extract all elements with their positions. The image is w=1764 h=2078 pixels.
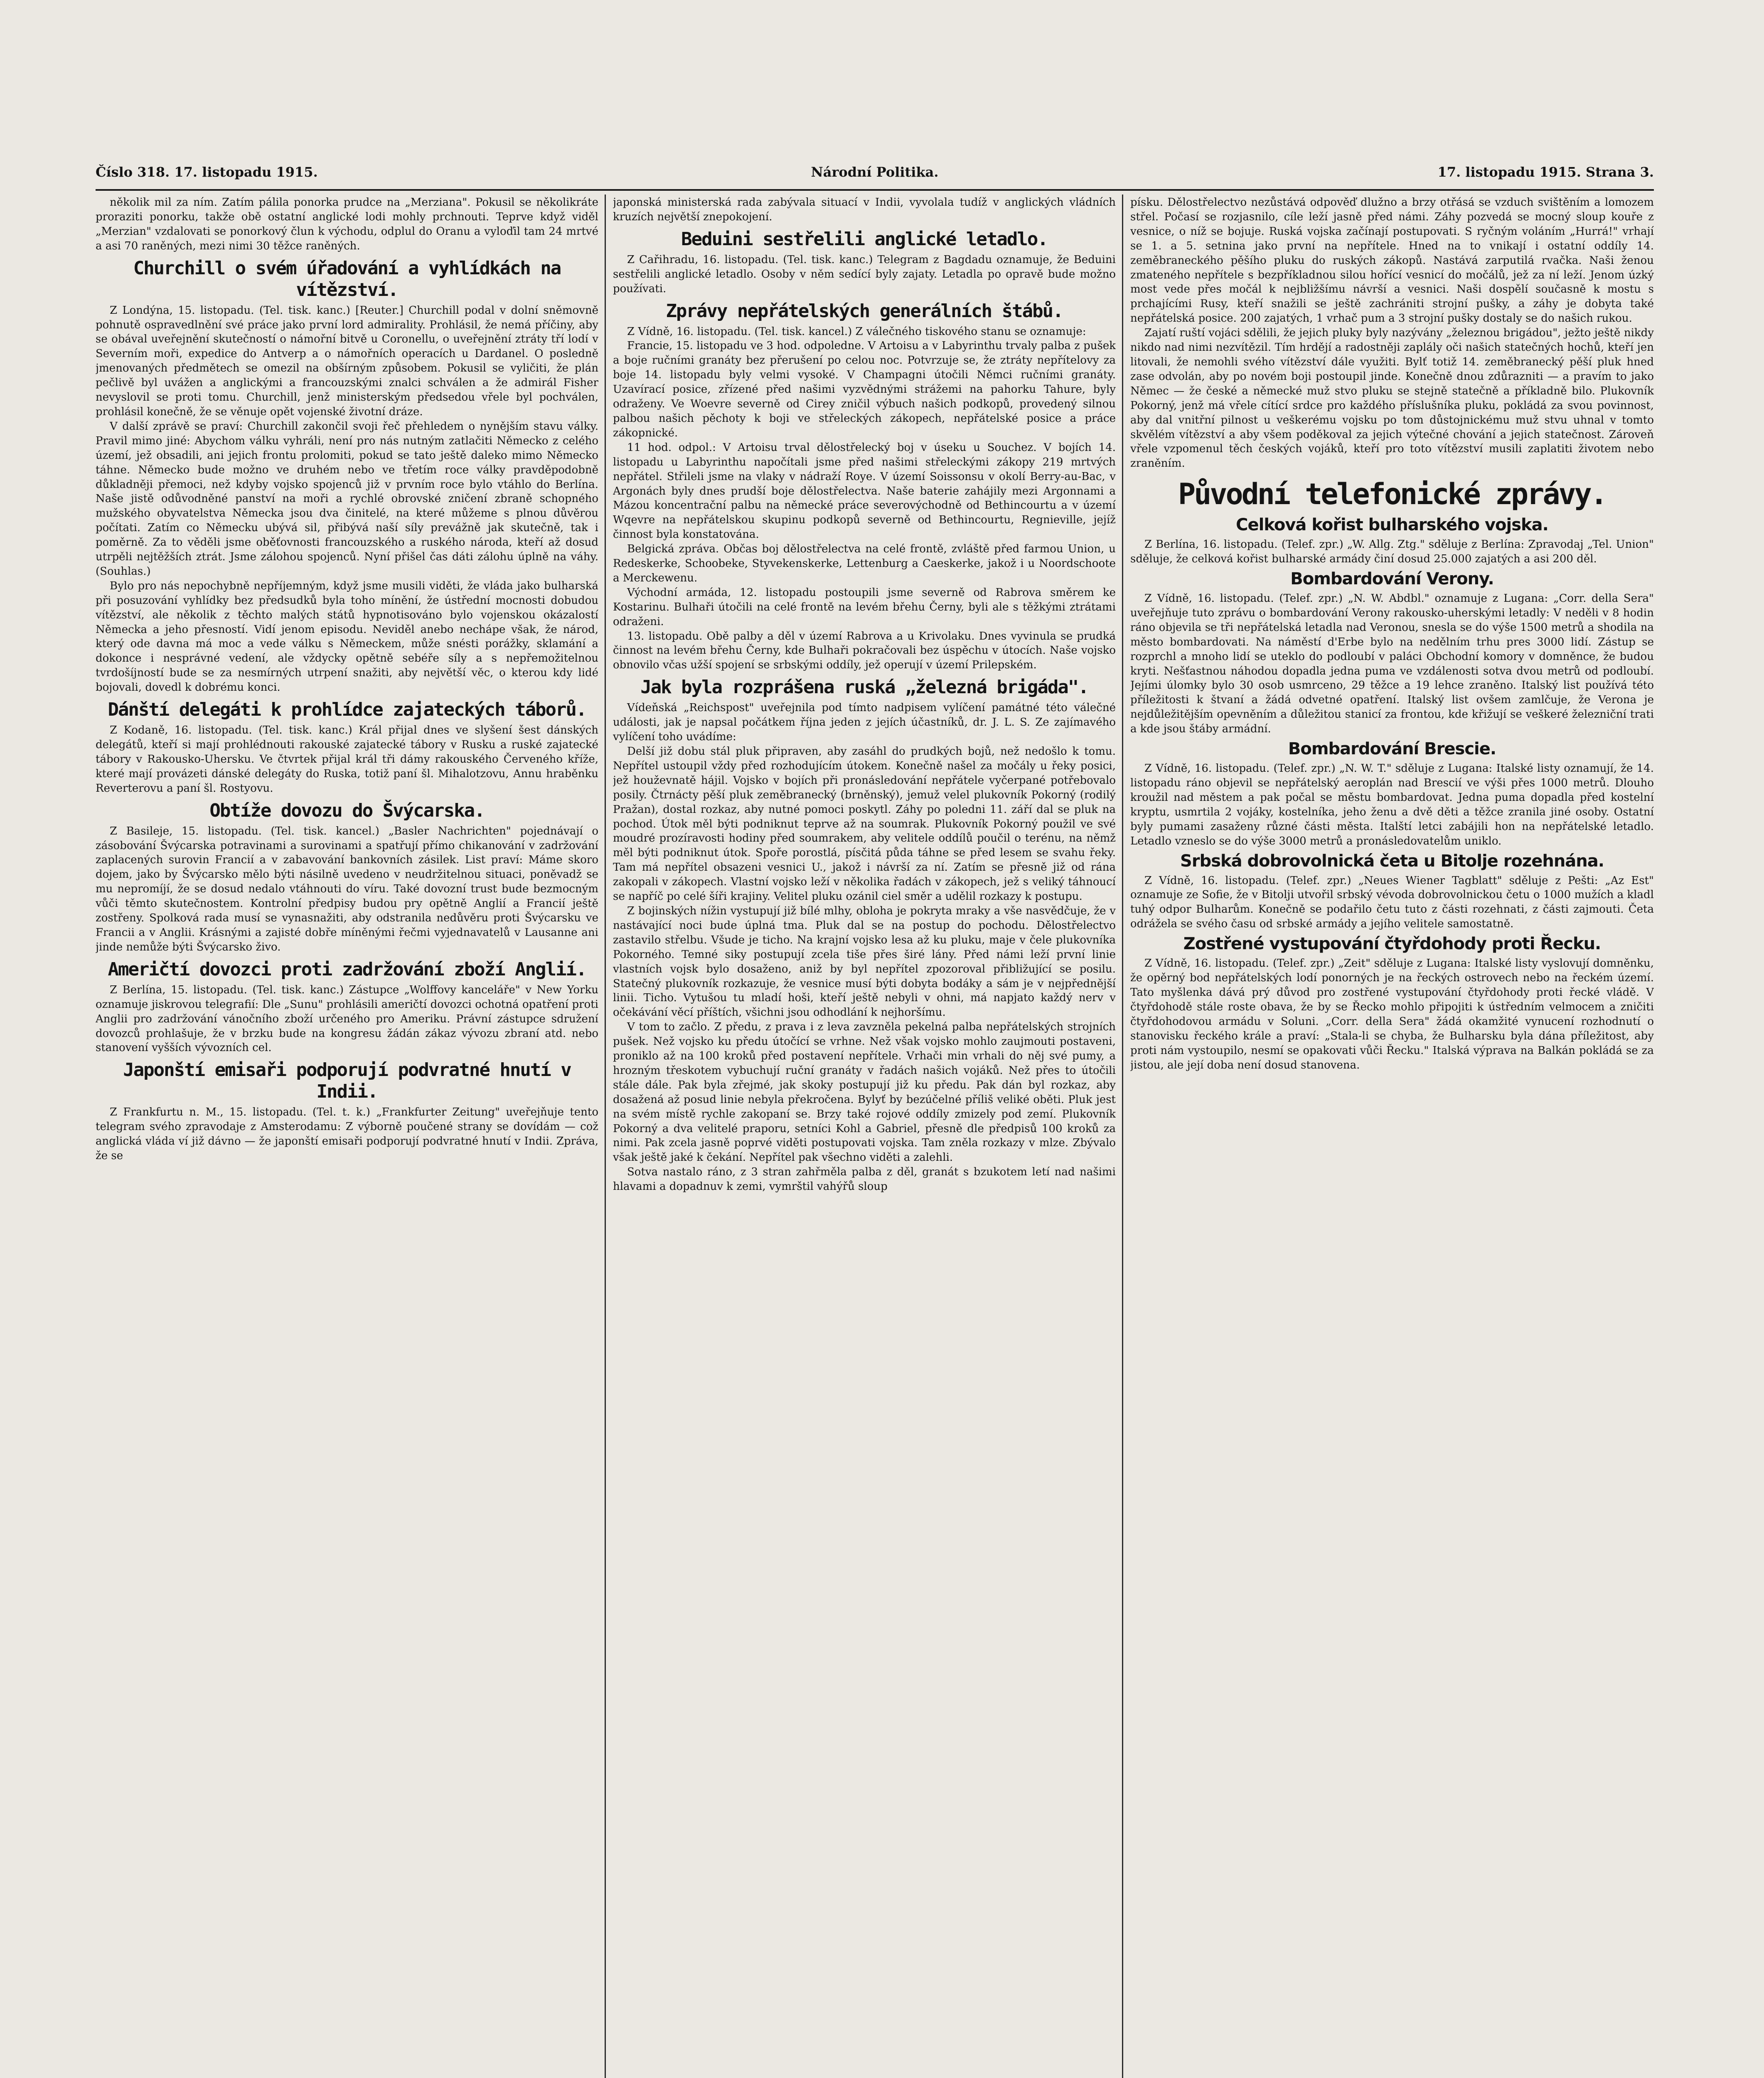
article-headline: Beduini sestřelili anglické letadlo. [681,228,1048,250]
article-paragraph: Z Berlína, 16. listopadu. (Telef. zpr.) „W. Allg. Ztg." sděluje z Berlína: Zpravodaj „Tel. Union" sděluje, že celková kořist bulharské armády činí dosud 25.000 zajatých a asi 200 děl. [1130,538,1654,566]
article-paragraph: Delší již dobu stál pluk připraven, aby zasáhl do prudkých bojů, než nedošlo k tomu. Nepřítel ustoupil vždy před rozhodujícím útokem. Konečně našel za močály u řeky posici, jež houževnatě hájil. Vojsko v bojích při pronásledování nepřátele vyčerpané potřebovalo posily. Čtrnácty pěší pluk zeměbranecký (brněnský), jemuž velel plukovník Pokorný (rodilý Pražan), dostal rozkaz, aby nutné pomoci poskytl. Záhy po poledni 11. září dal se pluk na pochod. Útok měl býti podniknut teprve až na soumrak. Plukovník Pokorný použil ve své moudré prozíravosti hodiny před soumrakem, aby velitele oddílů poučil o terénu, na němž měl býti podniknut útok. Spoře porostlá, písčitá půda táhne se před lesem se svahu řeky. Tam má nepřítel obsazeni vesnici U., jakož i návrší za ní. Zatím se přesně již od rána zakopali v zákopech. Vlastní vojsko leží v několika řadách v zákopech, jež s veliký táhnoucí se napříč po celé šíři krajiny. Velitel pluku ozánil ciel směr a udělil rozkazy k postupu. [613,745,1116,903]
article-headline: Zprávy nepřátelských generálních štábů. [666,300,1063,322]
column-3 [1130,195,1654,2078]
article-paragraph: písku. Dělostřelectvo nezůstává odpověď dlužno a brzy otřásá se vzduch svištěním a lomozem střel. Počasí se rozjasnilo, cíle leží jasně před námi. Záhy pozvedá se mocný sloup kouře z vesnice, o níž se bojuje. Ruská vojska začínají postupovati. S ryčným voláním „Hurrá!" vrhají se 1. a 5. setnina jako první na nepřítele. Hned na to vnikají i ostatní oddíly 14. zeměbraneckého pěšího pluku do ruských zákopů. Nastává zarputilá rvačka. Naši ženou zmateného nepřítele s bezpříkladnou silou hořící vesnicí do močálů, jež za ní leží. Jenom úzký most vede přes močál k nejbližšímu návrší a vesnici. Naši dospělí současně k mostu s prchajícími Rusy, kteří snažili se ještě zachrániti strojní pušky, a záhy je dobyta také nepřátelská posice. 200 zajatých, 1 vrhač pum a 3 strojní pušky dostaly se do našich rukou. [1130,196,1654,325]
article-headline: Celková kořist bulharského vojska. [1236,515,1548,535]
article-headline: Zostřené vystupování čtyřdohody proti Řecku. [1183,934,1601,954]
section-heading: Původní telefonické zprávy. [1178,477,1606,512]
article-paragraph: Z Vídně, 16. listopadu. (Telef. zpr.) „Neues Wiener Tagblatt" sděluje z Pešti: „Az Est" oznamuje ze Sofie, že v Bitolji utvořil srbský vévoda dobrovolnickou četu o 1000 mužích a kladl tuhý odpor Bulharům. Konečně se podařilo četu tuto z části rozehnati, z části zajmouti. Četa odrážela se svého času od srbské armády a jejího velitele samostatně. [1130,874,1654,931]
header-rule [96,189,1654,191]
article-headline: Churchill o svém úřadování a vyhlídkách na vítězství. [133,257,561,300]
article-paragraph: Z Basileje, 15. listopadu. (Tel. tisk. kancel.) „Basler Nachrichten" pojednávají o zásobování Švýcarska potravinami a surovinami a spatřují přímo chikanování v zadržování zaplacených surovin Francií a v zabavování bankovních zásilek. List praví: Máme skoro dojem, jako by Švýcarsko mělo býti násilně uvedeno v neudržitelnou situaci, poněvadž se mu nepromíjí, že se dosud nedalo vtáhnouti do víru. Také dovozní trust bude bezmocným vůči těmto skutečnostem. Kontrolní předpisy budou pry opětně Anglií a Francií ještě zostřeny. Spolková rada musí se vynasnažiti, aby odstranila nedůvěru proti Švýcarsku ve Francii a v Anglii. Krásnými a zajisté dobře míněnými řečmi vyjednavatelů v Lausanne ani jinde nemůže býti Švýcarsko živo. [96,825,598,953]
article-paragraph: Z Kodaně, 16. listopadu. (Tel. tisk. kanc.) Král přijal dnes ve slyšení šest dánských delegátů, kteří si mají prohlédnouti rakouské zajatecké tábory v Rusku a ruské zajatecké tábory v Rakousko-Uhersku. Ve čtvrtek přijal král tři dámy rakouského Červeného kříže, které mají provázeti dánské delegáty do Ruska, totiž paní šl. Mihalotzovu, Annu hraběnku Reverterovu a paní šl. Rostyovu. [96,724,598,795]
article-headline: Obtíže dovozu do Švýcarska. [209,800,485,821]
article-paragraph: japonská ministerská rada zabývala situací v Indii, vyvolala tudíž v anglických vládních kruzích největší znepokojení. [613,196,1116,223]
article-headline: Dánští delegáti k prohlídce zajateckých táborů. [108,699,586,721]
article-paragraph: Belgická zpráva. Občas boj dělostřelectva na celé frontě, zvláště před farmou Union, u Redeskerke, Schoobeke, Styvekenskerke, Lettenburg a Caeskerke, jakož i u Noordschoote a Merckewenu. [613,543,1116,584]
article-paragraph: Sotva nastalo ráno, z 3 stran zahřměla palba z děl, granát s bzukotem letí nad našimi hlavami a dopadnuv k zemi, vymrštil vahýřů sloup [613,1166,1116,1193]
newspaper-title: Národní Politika. [811,164,939,180]
date-page-number: 17. listopadu 1915. Strana 3. [1437,164,1654,180]
article-paragraph: Z Londýna, 15. listopadu. (Tel. tisk. kanc.) [Reuter.] Churchill podal v dolní sněmovně pohnutě ospravedlnění své práce jako první lord admirality. Prohlásil, že nemá příčiny, aby se obával uveřejnění skutečností o námořní bitvě u Coronellu, o uveřejnění ztráty tří lodí v Severním moři, expedice do Antverp a o námořních operacích u Dardanel. O posledně jmenovaných předmětech se omezil na obšírným způsobem. Pokusil se vyličiti, že plán pečlivě byl uvážen a anglickými a francouzskými znalci schválen a že admirál Fisher nevyslovil se proti tomu. Churchill, jenž ministerským předsedou vřele byl pochválen, prohlásil konečně, že se věnuje opět vojenské životní dráze. [96,304,598,418]
column-1 [96,195,598,2078]
article-headline: Srbská dobrovolnická četa u Bitolje rozehnána. [1180,851,1604,871]
article-paragraph: Východní armáda, 12. listopadu postoupili jsme severně od Rabrova směrem ke Kostarinu. Bulhaři útočili na celé frontě na levém břehu Černy, byli ale s těžkými ztrátami odraženi. [613,586,1116,628]
article-paragraph: Zajatí ruští vojáci sdělili, že jejich pluky byly nazývány „železnou brigádou", ježto ještě nikdy nikdo nad nimi nezvítězil. Tím hrdějí a radostněji zaplály oči našich statečných hochů, kteří jen litovali, že nemohli svého vítězství dále využiti. Bylť totiž 14. zeměbranecký pěší pluk hned zase odvolán, aby po novém boji postoupil jinde. Konečně dnou zdůrazniti — a pravím to jako Němec — že české a německé muž stvo pluku se stejně statečně a příkladně bilo. Plukovník Pokorný, jenž má vřele cítící srdce pro každého příslušníka pluku, pokládá za svou povinnost, aby dal vnitřní pilnost u veškerému vojsku po tom důstojnickému muž stvu uhnal v tomto skvělém vítězství a aby všem poděkoval za jejich výtečné chování a jejich statečnost. Zároveň vřele vzpomenul těch českých vojáků, kteří pro toto vítězství musili zaplatiti životem nebo zraněním. [1130,327,1654,470]
article-paragraph: Z Vídně, 16. listopadu. (Tel. tisk. kancel.) Z válečného tiskového stanu se oznamuje: [627,325,1086,338]
article-headline: Bombardování Brescie. [1288,739,1496,759]
article-paragraph: Bylo pro nás nepochybně nepříjemným, když jsme musili viděti, že vláda jako bulharská při posuzování vyhlídky bez předsudků byla toho mínění, že ústřední mocnosti dobudou vítězství, ale několik z těchto malých států hypnotisováno bylo vojenskou okázalostí Německa a jeho přesností. Vidí jenom episodu. Neviděl anebo nechápe však, že národ, který ode davna má moc a vede válku s Německem, může snésti porážky, sklamání a dokonce i nesprávné vedení, ale vždycky opětně sebéře síly a s nepřemožitelnou tvrdošíjností bude se za nesmírných utrpení snažiti, aby největší věc, o kterou kdy lidé bojovali, dovedl k dobrému konci. [96,579,598,694]
article-paragraph: Vídeňská „Reichspost" uveřejnila pod tímto nadpisem vylíčení památné této válečné události, jak je napsal počátkem října jeden z jejích účastníků, dr. J. L. S. Ze zajímavého vylíčení toho uvádíme: [613,702,1116,744]
article-paragraph: Francie, 15. listopadu ve 3 hod. odpoledne. V Artoisu a v Labyrinthu trvaly palba z pušek a boje ručními granáty bez přerušení po celou noc. Potvrzuje se, že ztráty nepřítelovy za boje 14. listopadu byly velmi vysoké. V Champagni útočili Němci ručními granáty. Uzavírací posice, zřízené před našimi vyzvědnými strážemi na pahorku Tahure, byly odraženy. Ve Woevre severně od Cirey zničil výbuch našich podkopů, provedený silnou palbou našich pěchoty k boji ve střeleckých zákopech, nepřátelské posice a práce zákopnické. [613,340,1116,439]
article-paragraph: Z bojinských nížin vystupují již bílé mlhy, obloha je pokryta mraky a vše nasvědčuje, že v nastávající noci bude úplná tma. Pluk dal se na postup do pochodu. Dělostřelectvo zastavilo střelbu. Všude je ticho. Na krajní vojsko lesa až ku pluku, maje v čele plukovníka Pokorného. Temné siky postupují zcela tiše přes širé lány. Před námi leží první linie vlastních vojsk bylo dosaženo, aniž by byl nepřítel zpozoroval přibližující se posilu. Statečný plukovník rozkazuje, že vesnice musí býti dobyta bodáky a sám je v nejpřednější linii. Ticho. Vytušou tu mladí hoši, kteří ještě nebyli v ohni, má napjato každý nerv v očekávání věcí příštích, všichni jsou odhodlání k nejhoršímu. [613,904,1116,1019]
article-paragraph: 11 hod. odpol.: V Artoisu trval dělostřelecký boj v úseku u Souchez. V bojích 14. listopadu u Labyrinthu napočítali jsme před našimi střeleckými zákopy 219 mrtvých nepřátel. Střileli jsme na vlaky v nádraží Roye. V území Soissonsu v okolí Berry-au-Bac, v Argonách byly dnes prudší boje dělostřelectva. Naše baterie zahájily mezi Argonnami a Mázou koncentrační palbu na německé práce severovýchodně od Bethincourtu a v území Wqevre na nepřátelskou skupinu podkopů severně od Bethincourtu, Regnieville, jejíž činnost byla konstatována. [613,441,1116,541]
article-paragraph: několik mil za ním. Zatím pálila ponorka prudce na „Merziana". Pokusil se několikráte proraziti ponorku, takže obě ostatní anglické lodi mohly prchnouti. Teprve když viděl „Merzian" vzdalovati se ponorkový člun k východu, odplul do Oranu a vyloďil tam 24 mrtvé a asi 70 raněných, mezi nimi 30 těžce raněných. [96,196,598,252]
article-paragraph: Z Vídně, 16. listopadu. (Telef. zpr.) „Zeit" sděluje z Lugana: Italské listy vyslovují domněnku, že opěrný bod nepřátelských lodí ponorných je na řeckých ostrovech nebo na řeckém území. Tato myšlenka dává prý důvod pro zostřené vystupování čtyřdohody proti řecké vládě. V čtyřdohodě stále roste obava, že by se Řecko mohlo připojiti k ústředním velmocem a zničiti čtyřdohodovou armádu v Soluni. „Corr. della Sera" žádá okamžité vynucení rozhodnutí o stanovisku řeckého krále a praví: „Stala-li se chyba, že Bulharsku byla dána příležitost, aby proti nám vystoupilo, nesmí se opakovati vůči Řecku." Italská výprava na Balkán pokládá se za jistou, ale její doba není dosud stanovena. [1130,957,1654,1071]
article-paragraph: Z Berlína, 15. listopadu. (Tel. tisk. kanc.) Zástupce „Wolffovy kanceláře" v New Yorku oznamuje jiskrovou telegrafií: Dle „Sunu" prohlásili američtí dovozci ochotná opatření proti Anglii pro zadržování vánočního zboží určeného pro Ameriku. Právní zástupce sdružení dovozců prohlašuje, že v brzku bude na kongresu žádán zákaz vývozu zbraní atd. nebo stanovení vyšších vývozních cel. [96,983,598,1054]
article-headline: Američtí dovozci proti zadržování zboží Anglií. [108,958,586,980]
article-paragraph: Z Vídně, 16. listopadu. (Telef. zpr.) „N. W. Abdbl." oznamuje z Lugana: „Corr. della Sera" uveřejňuje tuto zprávu o bombardování Verony rakousko-uherskými letadly: V neděli v 8 hodin ráno objevila se tři nepřátelská letadla nad Veronou, snesla se do výše 1500 metrů a shodila na město bombardovati. Na náměstí d'Erbe bylo na nedělním trhu pres 3000 lidí. Zástup se rozprchl a mnoho lidí se uteklo do podloubí v paláci Obchodní komory v domněnce, že budou kryti. Nešťastnou náhodou dopadla jedna puma ve vzdálenosti sotva dvou metrů od podloubí. Jejími úlomky bylo 30 osob usmrceno, 29 těžce a 19 lehce zraněno. Italský list používá této příležitosti k štvaní a žádá odvetné opatření. Italský list ovšem zamlčuje, že Verona je nejdůležitějším opevněním a důležitou stanicí za frontou, kde křižují se veškeré železniční trati a kde jsou štáby armádní. [1130,592,1654,736]
article-paragraph: V další zprávě se praví: Churchill zakončil svoji řeč přehledem o nynějším stavu války. Pravil mimo jiné: Abychom válku vyhráli, není pro nás nutným zatlačiti Německo z celého území, jež obsadili, ani jejich frontu prolomiti, pokud se tato ještě daleko mimo Německo táhne. Německo bude možno ve druhém nebo ve třetím roce války pravděpodobně důkladněji přemoci, než kdyby vojsko spojenců již v prvním roce bylo vtáhlo do Berlína. Naše jistě odůvodněné panství na moři a rychlé obrovské zničení zbraně schopného mužského obyvatelstva Německa jsou dva činitelé, na které můžeme s plnou důvěrou počítati. Zatím co Německu ubývá sil, přibývá naší síly prevážně jak skutečně, tak i poměrně. Za to věděli jsme oběťovnosti francouzského a ruského národa, kteří až dosud utrpěli nejtěžších ztrát. Jsme zálohou spojenců. Nyní přišel čas dáti zálohu úplně na váhy. (Souhlas.) [96,420,598,578]
article-headline: Bombardování Verony. [1290,569,1494,589]
column-divider-1 [605,195,606,2078]
article-paragraph: V tom to začlo. Z předu, z prava i z leva zavzněla pekelná palba nepřátelských strojních pušek. Než vojsko ku předu útočící se vrhne. Než však vojsko mohlo zaujmouti postaveni, proniklo až na 100 kroků před postavení nepřítele. Vrhači min vrhali do něj své pumy, a hrozným třeskotem vybuchují ruční granáty v řadách našich vojáků. Než přes to útočili stále dále. Pak byla zřejmé, jak skoky postupují již ku předu. Pak dán byl rozkaz, aby dosažená až posud linie nebyla překročena. Bylyť by bezúčelné příliš veliké oběti. Pluk jest na svém místě rychle zakopaní se. Brzy také rojové oddíly zmizely pod zemí. Plukovník Pokorný a dva velitelé praporu, setníci Kohl a Gabriel, přesně dle předpisů 100 kroků za nimi. Pak zcela jasně poprvé viděti postupovati vojska. Tam zněla rozkazy v mlze. Zbývalo však ještě jaké k čekání. Nepřítel pak všechno viděti a zalehli. [613,1021,1116,1164]
article-paragraph: 13. listopadu. Obě palby a děl v území Rabrova a u Krivolaku. Dnes vyvinula se prudká činnost na levém břehu Černy, kde Bulhaři pokračovali bez úspěchu v útocích. Naše vojsko obnovilo včas užší spojení se srbskými oddíly, jež operují v území Prilepském. [613,630,1116,672]
column-divider-2 [1122,195,1123,2078]
article-paragraph: Z Frankfurtu n. M., 15. listopadu. (Tel. t. k.) „Frankfurter Zeitung" uveřejňuje tento telegram svého zpravodaje z Amsterodamu: Z výborně poučené strany se dovídám — což anglická vláda ví již dávno — že japonští emisaři podporují podvratné hnutí v Indii. Zpráva, že se [96,1106,598,1162]
article-headline: Jak byla rozprášena ruská „železná brigáda". [640,677,1088,698]
page-header [96,164,1654,185]
article-paragraph: Z Cařihradu, 16. listopadu. (Tel. tisk. kanc.) Telegram z Bagdadu oznamuje, že Beduini sestřelili anglické letadlo. Osoby v něm sedící byly zajaty. Letadla po opravě bude možno používati. [613,253,1116,295]
column-2 [613,195,1116,2078]
article-headline: Japonští emisaři podporují podvratné hnutí v Indii. [123,1059,571,1103]
issue-number-date: Číslo 318. 17. listopadu 1915. [96,164,318,180]
article-paragraph: Z Vídně, 16. listopadu. (Telef. zpr.) „N. W. T." sděluje z Lugana: Italské listy oznamují, že 14. listopadu ráno objevil se nepřátelský aeroplán nad Brescií ve výši přes 1000 metrů. Dlouho kroužil nad městem a pak počal se městu bombardovat. Jedna puma dopadla před kostelní kryptu, usmrtila 2 vojáky, kostelníka, jeho ženu a dvě děti a těžce zranila jiné osoby. Ostatní byly pumami zasaženy různé části města. Italští letci zabájili hon na nepřátelské letadlo. Letadlo vzneslo se do výše 3000 metrů a pronásledovatelům uniklo. [1130,762,1654,847]
